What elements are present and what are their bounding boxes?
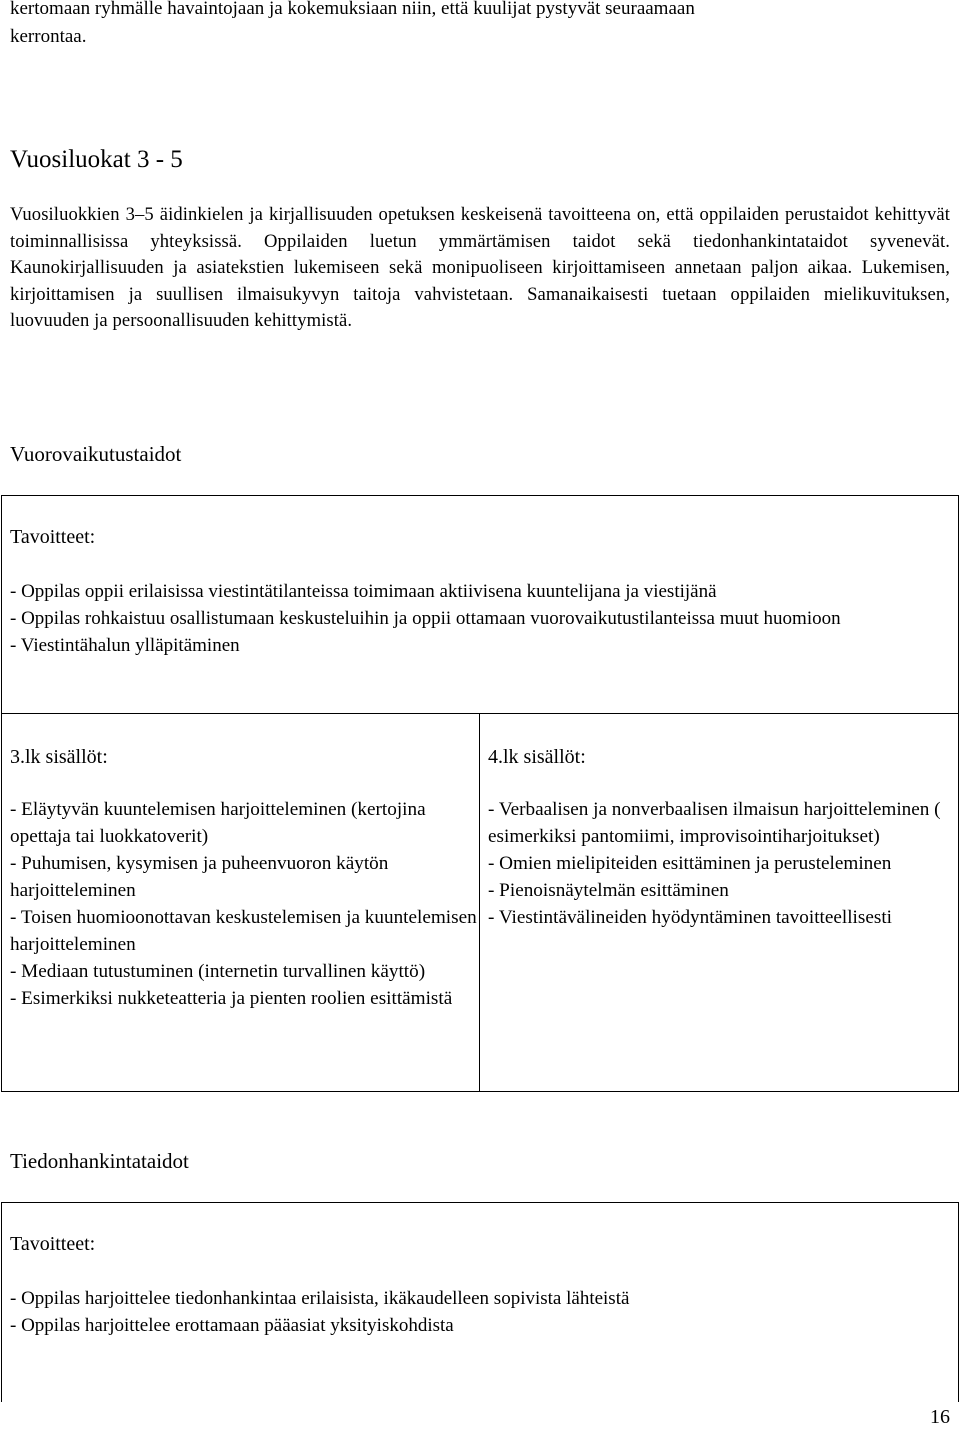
information-goals-list <box>10 1285 950 1339</box>
content-item: - Mediaan tutustuminen (internetin turvallinen käyttö) <box>10 961 426 982</box>
goal-item: - Oppilas harjoittelee tiedonhankintaa erilaisista, ikäkaudelleen sopivista lähteistä <box>10 1288 630 1309</box>
interaction-goals-box <box>1 495 959 715</box>
goal-item: - Oppilas oppii erilaisissa viestintätilanteissa toimimaan aktiivisena kuuntelijana ja viestijänä <box>10 581 717 602</box>
content-item: - Viestintävälineiden hyödyntäminen tavoitteellisesti <box>488 907 893 928</box>
content-item: - Pienoisnäytelmän esittäminen <box>488 880 729 901</box>
content-item: - Puhumisen, kysymisen ja puheenvuoron käytön harjoitteleminen <box>10 853 389 901</box>
content-item: - Eläytyvän kuuntelemisen harjoitteleminen (kertojina opettaja tai luokkatoverit) <box>10 799 426 847</box>
page-number: 16 <box>930 1406 950 1428</box>
content-item: - Omien mielipiteiden esittäminen ja perusteleminen <box>488 853 892 874</box>
grade4-contents-list <box>488 796 957 931</box>
intro-line-2: kerrontaa. <box>10 26 87 47</box>
grade3-contents-cell <box>2 714 480 1091</box>
information-goals-box <box>1 1202 959 1402</box>
grade-contents-table <box>1 713 959 1092</box>
interaction-skills-heading: Vuorovaikutustaidot <box>10 442 182 466</box>
goal-item: - Viestintähalun ylläpitäminen <box>10 635 240 656</box>
grade3-contents-list <box>10 796 479 1012</box>
grade3-label: 3.lk sisällöt: <box>10 746 108 768</box>
interaction-goals-label: Tavoitteet: <box>10 526 96 548</box>
information-skills-heading: Tiedonhankintataidot <box>10 1149 189 1173</box>
goal-item: - Oppilas harjoittelee erottamaan pääasiat yksityiskohdista <box>10 1315 454 1336</box>
interaction-goals-list <box>10 578 950 659</box>
content-item: - Esimerkiksi nukketeatteria ja pienten roolien esittämistä <box>10 988 453 1009</box>
content-item: - Toisen huomioonottavan keskustelemisen ja kuuntelemisen harjoitteleminen <box>10 907 477 955</box>
intro-text <box>10 0 950 51</box>
intro-line-1: kertomaan ryhmälle havaintojaan ja kokemuksiaan niin, että kuulijat pystyvät seuraamaan <box>10 0 695 19</box>
information-goals-label: Tavoitteet: <box>10 1233 96 1255</box>
grade-range-paragraph: Vuosiluokkien 3–5 äidinkielen ja kirjallisuuden opetuksen keskeisenä tavoitteena on, että oppilaiden perustaidot kehittyvät toiminnallisissa yhteyksissä. Oppilaiden luetun ymmärtämisen taidot sekä tiedonhankintataidot syvenevät. Kaunokirjallisuuden ja asiatekstien lukemiseen sekä monipuoliseen kirjoittamiseen annetaan paljon aikaa. Lukemisen, kirjoittamisen ja suullisen ilmaisukyvyn taitoja vahvistetaan. Samanaikaisesti tuetaan oppilaiden mielikuvituksen, luovuuden ja persoonallisuuden kehittymistä. <box>10 204 950 332</box>
goal-item: - Oppilas rohkaistuu osallistumaan keskusteluihin ja oppii ottamaan vuorovaikutustilanteissa muut huomioon <box>10 608 841 629</box>
grade-range-heading: Vuosiluokat 3 - 5 <box>10 146 183 173</box>
content-item: - Verbaalisen ja nonverbaalisen ilmaisun harjoitteleminen ( esimerkiksi pantomiimi, improvisointiharjoitukset) <box>488 799 941 847</box>
grade4-contents-cell <box>480 714 957 1091</box>
grade4-label: 4.lk sisällöt: <box>488 746 586 768</box>
